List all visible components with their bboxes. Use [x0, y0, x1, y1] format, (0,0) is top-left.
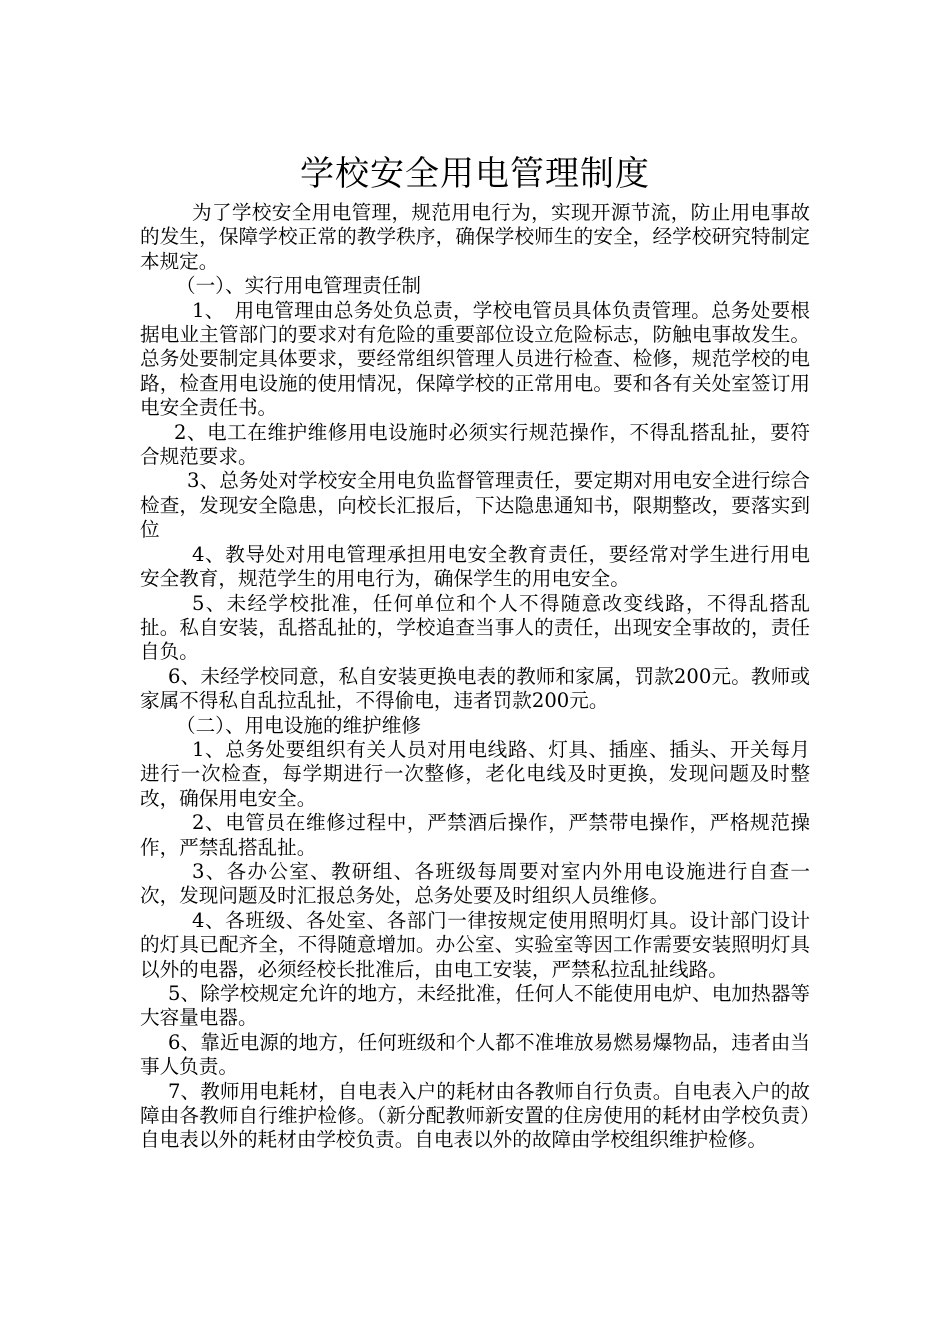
section-1-item-5: 5、未经学校批准，任何单位和个人不得随意改变线路，不得乱搭乱扯。私自安装，乱搭乱扯的，学校追查当事人的责任，出现安全事故的，责任自负。 — [140, 591, 810, 664]
section-1-item-2: 2、电工在维护维修用电设施时必须实行规范操作，不得乱搭乱扯，要符合规范要求。 — [140, 420, 810, 469]
section-1-item-3: 3、总务处对学校安全用电负监督管理责任，要定期对用电安全进行综合检查，发现安全隐患，向校长汇报后，下达隐患通知书，限期整改，要落实到位 — [140, 469, 810, 542]
section-2-item-2: 2、电管员在维修过程中，严禁酒后操作，严禁带电操作，严格规范操作，严禁乱搭乱扯。 — [140, 811, 810, 859]
section-1-item-4: 4、教导处对用电管理承担用电安全教育责任，要经常对学生进行用电安全教育，规范学生的用电行为，确保学生的用电安全。 — [140, 542, 810, 591]
section-2-item-3: 3、各办公室、教研组、各班级每周要对室内外用电设施进行自查一次，发现问题及时汇报总务处，总务处要及时组织人员维修。 — [140, 859, 810, 908]
intro-paragraph: 为了学校安全用电管理，规范用电行为，实现开源节流，防止用电事故的发生，保障学校正常的教学秩序，确保学校师生的安全，经学校研究特制定本规定。 — [140, 201, 810, 273]
section-1-item-6: 6、未经学校同意，私自安装更换电表的教师和家属，罚款200元。教师或家属不得私自乱拉乱扯，不得偷电，违者罚款200元。 — [140, 664, 810, 713]
document-body — [140, 201, 810, 1153]
section-1-item-1: 1、 用电管理由总务处负总责，学校电管员具体负责管理。总务处要根据电业主管部门的要求对有危险的重要部位设立危险标志，防触电事故发生。总务处要制定具体要求，要经常组织管理人员进行检查、检修，规范学校的电路，检查用电设施的使用情况，保障学校的正常用电。要和各有关处室签订用电安全责任书。 — [140, 298, 810, 420]
section-2-item-6: 6、靠近电源的地方，任何班级和个人都不准堆放易燃易爆物品，违者由当事人负责。 — [140, 1030, 810, 1079]
section-1-heading: （一）、实行用电管理责任制 — [176, 274, 421, 298]
document-title: 学校安全用电管理制度 — [300, 154, 650, 194]
section-2-item-5: 5、除学校规定允许的地方，未经批准，任何人不能使用电炉、电加热器等大容量电器。 — [140, 982, 810, 1030]
section-2-item-7: 7、教师用电耗材，自电表入户的耗材由各教师自行负责。自电表入户的故障由各教师自行维护检修。（新分配教师新安置的住房使用的耗材由学校负责）自电表以外的耗材由学校负责。自电表以外的故障由学校组织维护检修。 — [140, 1079, 810, 1152]
section-2-heading: （二）、用电设施的维护维修 — [176, 713, 421, 737]
section-2-item-1: 1、总务处要组织有关人员对用电线路、灯具、插座、插头、开关每月进行一次检查，每学期进行一次整修，老化电线及时更换，发现问题及时整改，确保用电安全。 — [140, 737, 810, 810]
section-2-item-4: 4、各班级、各处室、各部门一律按规定使用照明灯具。设计部门设计的灯具已配齐全，不得随意增加。办公室、实验室等因工作需要安装照明灯具以外的电器，必须经校长批准后，由电工安装，严禁私拉乱扯线路。 — [140, 908, 810, 981]
